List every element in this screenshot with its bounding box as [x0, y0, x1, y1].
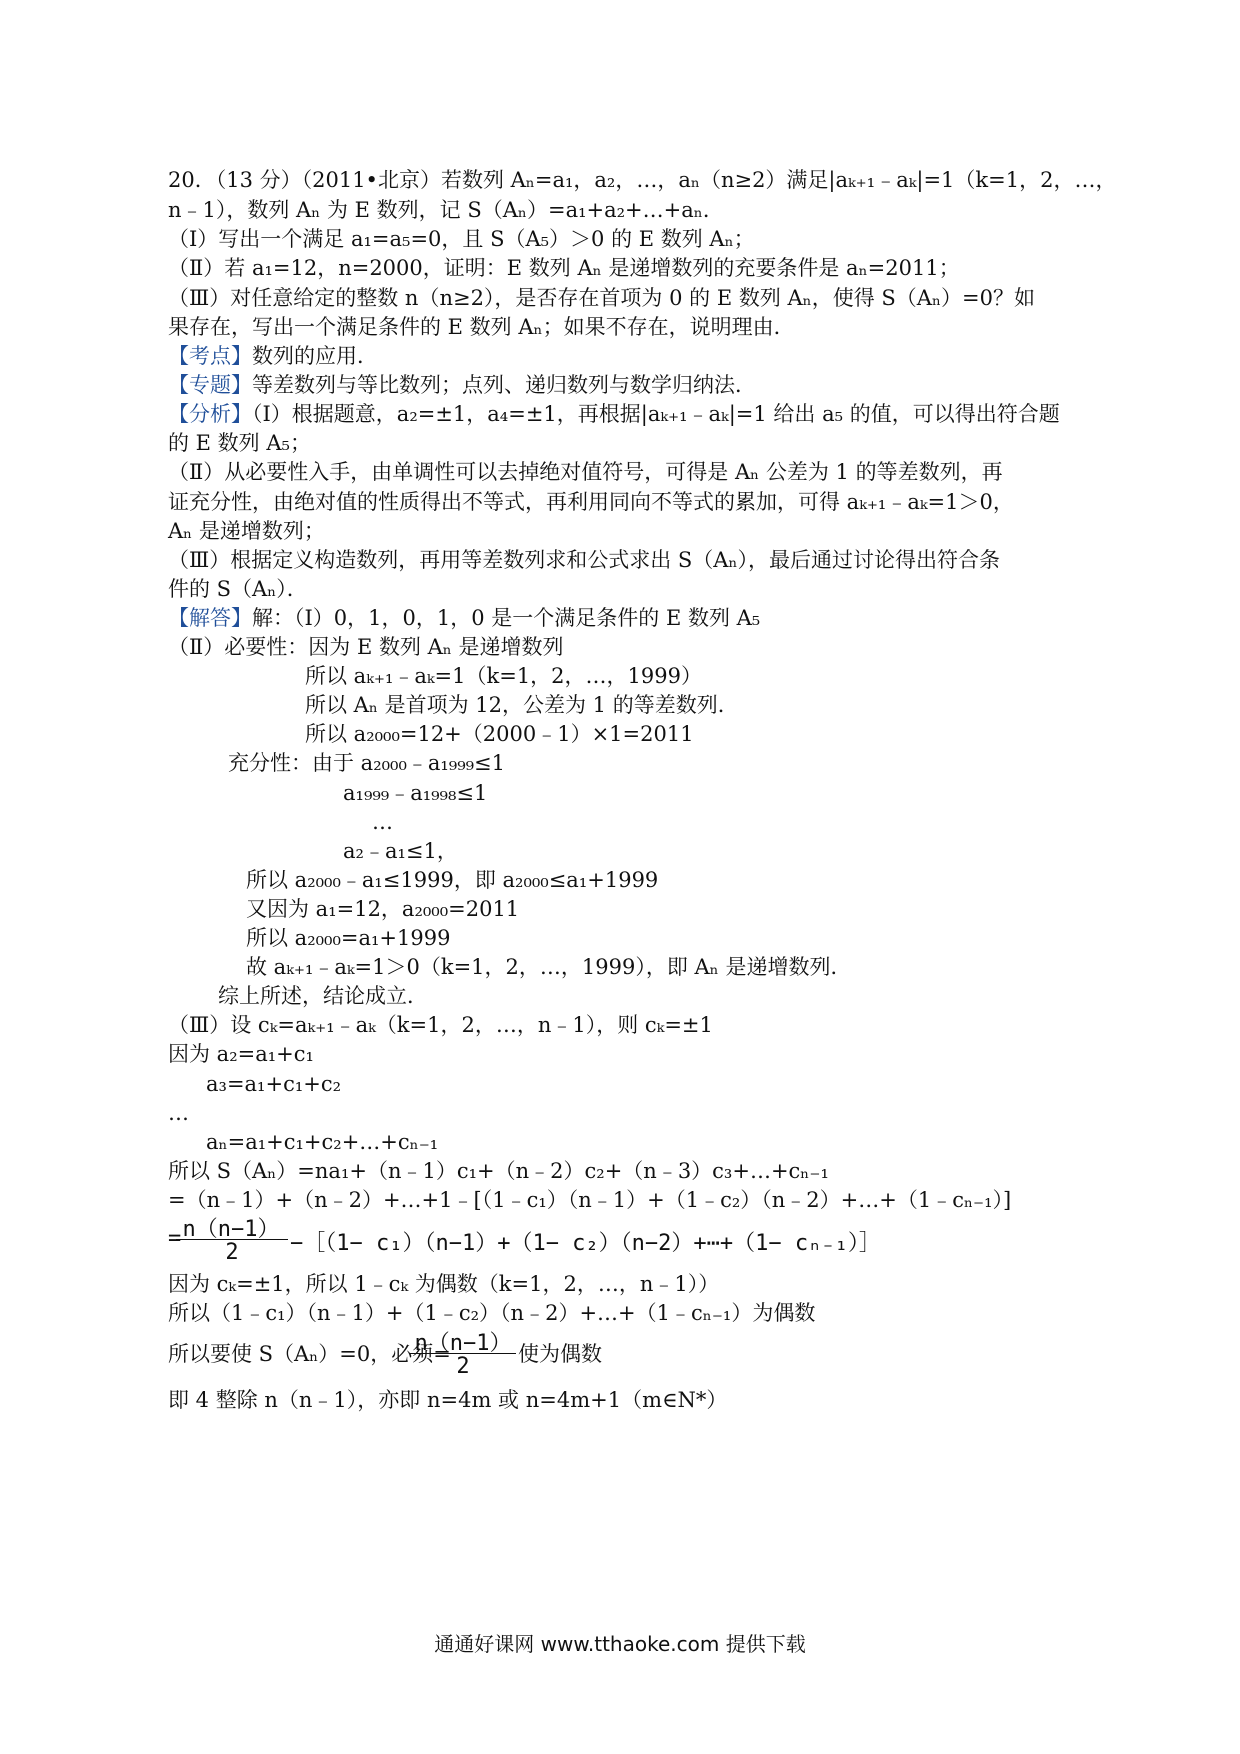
problem-line-1: 20．（13 分）（2011•北京）若数列 Aₙ=a₁，a₂，…，aₙ（n≥2）满足|aₖ₊₁﹣aₖ|=1（k=1，2，…， — [168, 168, 1117, 192]
zhuanti-tag: 【专题】 — [168, 373, 252, 397]
jieda-text-5: 所以 a₂₀₀₀=12+（2000﹣1）×1=2011 — [305, 722, 694, 746]
fenxi-text-7: 件的 S（Aₙ）． — [168, 577, 308, 601]
problem-part-3a: （Ⅲ）对任意给定的整数 n（n≥2），是否存在首项为 0 的 E 数列 Aₙ，使得 S（Aₙ）=0？如 — [168, 286, 1036, 310]
fraction-row-2 — [410, 1326, 520, 1382]
jieda-text-9: a₂﹣a₁≤1， — [343, 839, 458, 863]
kaodian-row — [168, 342, 378, 370]
kaodian-tag: 【考点】 — [168, 344, 252, 368]
jieda-text-16: 因为 a₂=a₁+c₁ — [168, 1042, 314, 1066]
problem-part-1: （Ⅰ）写出一个满足 a₁=a₅=0，且 S（A₅）＞0 的 E 数列 Aₙ； — [168, 227, 755, 251]
jieda-text-8: … — [372, 810, 393, 834]
fenxi-text-5: Aₙ 是递增数列； — [168, 519, 325, 543]
jieda-text-7: a₁₉₉₉﹣a₁₉₉₈≤1 — [343, 781, 488, 805]
jieda-text-3: 所以 aₖ₊₁﹣aₖ=1（k=1，2，…，1999） — [305, 664, 702, 688]
fraction-row-1 — [168, 1212, 928, 1268]
jieda-row-1 — [168, 604, 760, 632]
problem-part-2: （Ⅱ）若 a₁=12，n=2000，证明：E 数列 Aₙ 是递增数列的充要条件是 aₙ=2011； — [168, 256, 960, 280]
fenxi-row-1 — [168, 400, 1060, 428]
jieda-text-20: 所以 S（Aₙ）=na₁+（n﹣1）c₁+（n﹣2）c₂+（n﹣3）c₃+…+cₙ₋₁ — [168, 1159, 829, 1183]
fenxi-text-3: （Ⅱ）从必要性入手，由单调性可以去掉绝对值符号，可得是 Aₙ 公差为 1 的等差数列，再 — [168, 460, 1003, 484]
jieda-text-25-prefix: 所以要使 S（Aₙ）=0，必须= — [168, 1342, 451, 1366]
jieda-text-13: 故 aₖ₊₁﹣aₖ=1＞0（k=1，2，…，1999），即 Aₙ 是递增数列． — [246, 955, 852, 979]
jieda-text-12: 所以 a₂₀₀₀=a₁+1999 — [246, 926, 451, 950]
problem-line-2: n﹣1），数列 Aₙ 为 E 数列，记 S（Aₙ）=a₁+a₂+…+aₙ． — [168, 198, 724, 222]
fenxi-tag: 【分析】 — [168, 402, 252, 426]
zhuanti-row — [168, 371, 756, 399]
jieda-text-18: … — [168, 1101, 189, 1125]
page-footer: 通通好课网 www.tthaoke.com 提供下载 — [434, 1632, 806, 1656]
fenxi-text-6: （Ⅲ）根据定义构造数列，再用等差数列求和公式求出 S（Aₙ），最后通过讨论得出符合条 — [168, 548, 1001, 572]
jieda-text-19: aₙ=a₁+c₁+c₂+…+cₙ₋₁ — [206, 1130, 439, 1154]
fenxi-text-1: （Ⅰ）根据题意，a₂=±1，a₄=±1，再根据|aₖ₊₁﹣aₖ|=1 给出 a₅ 的值，可以得出符合题 — [252, 402, 1060, 426]
jieda-text-2: （Ⅱ）必要性：因为 E 数列 Aₙ 是递增数列 — [168, 635, 564, 659]
fraction-2-numerator: n（n−1） — [414, 1331, 512, 1356]
fraction-rest: −［（1− c₁）（n−1）+（1− c₂）（n−2）+⋯+（1− cₙ₋₁）］ — [290, 1231, 881, 1256]
jieda-tag: 【解答】 — [168, 606, 252, 630]
zhuanti-text: 等差数列与等比数列；点列、递归数列与数学归纳法． — [252, 373, 756, 397]
jieda-text-15: （Ⅲ）设 cₖ=aₖ₊₁﹣aₖ（k=1，2，…，n﹣1），则 cₖ=±1 — [168, 1013, 713, 1037]
fenxi-text-2: 的 E 数列 A₅； — [168, 431, 311, 455]
jieda-text-4: 所以 Aₙ 是首项为 12，公差为 1 的等差数列． — [305, 693, 739, 717]
fraction-denominator: 2 — [225, 1240, 239, 1265]
jieda-text-23: 因为 cₖ=±1，所以 1﹣cₖ 为偶数（k=1，2，…，n﹣1）） — [168, 1272, 720, 1296]
problem-part-3b: 果存在，写出一个满足条件的 E 数列 Aₙ；如果不存在，说明理由． — [168, 315, 795, 339]
kaodian-text: 数列的应用． — [252, 344, 378, 368]
jieda-text-14: 综上所述，结论成立． — [218, 984, 428, 1008]
fenxi-text-4: 证充分性，由绝对值的性质得出不等式，再利用同向不等式的累加，可得 aₖ₊₁﹣aₖ=1＞0， — [168, 490, 1014, 514]
fraction-prefix: = — [168, 1226, 182, 1251]
jieda-text-21: =（n﹣1）+（n﹣2）+…+1﹣[（1﹣c₁）（n﹣1）+（1﹣c₂）（n﹣2）+…+（1﹣cₙ₋₁）] — [168, 1188, 1012, 1212]
jieda-text-25-suffix: 使为偶数 — [518, 1342, 602, 1366]
jieda-text-6: 充分性：由于 a₂₀₀₀﹣a₁₉₉₉≤1 — [228, 751, 506, 775]
fraction-numerator: n（n−1） — [182, 1217, 280, 1242]
jieda-text-24: 所以（1﹣c₁）（n﹣1）+（1﹣c₂）（n﹣2）+…+（1﹣cₙ₋₁）为偶数 — [168, 1301, 816, 1325]
jieda-text-1: 解：（Ⅰ）0，1，0，1，0 是一个满足条件的 E 数列 A₅ — [252, 606, 761, 630]
fraction-2-denominator: 2 — [456, 1354, 470, 1379]
jieda-text-26: 即 4 整除 n（n﹣1），亦即 n=4m 或 n=4m+1（m∈N*） — [168, 1388, 728, 1412]
jieda-text-17: a₃=a₁+c₁+c₂ — [206, 1072, 342, 1096]
jieda-text-11: 又因为 a₁=12，a₂₀₀₀=2011 — [246, 897, 520, 921]
jieda-text-10: 所以 a₂₀₀₀﹣a₁≤1999，即 a₂₀₀₀≤a₁+1999 — [246, 868, 659, 892]
